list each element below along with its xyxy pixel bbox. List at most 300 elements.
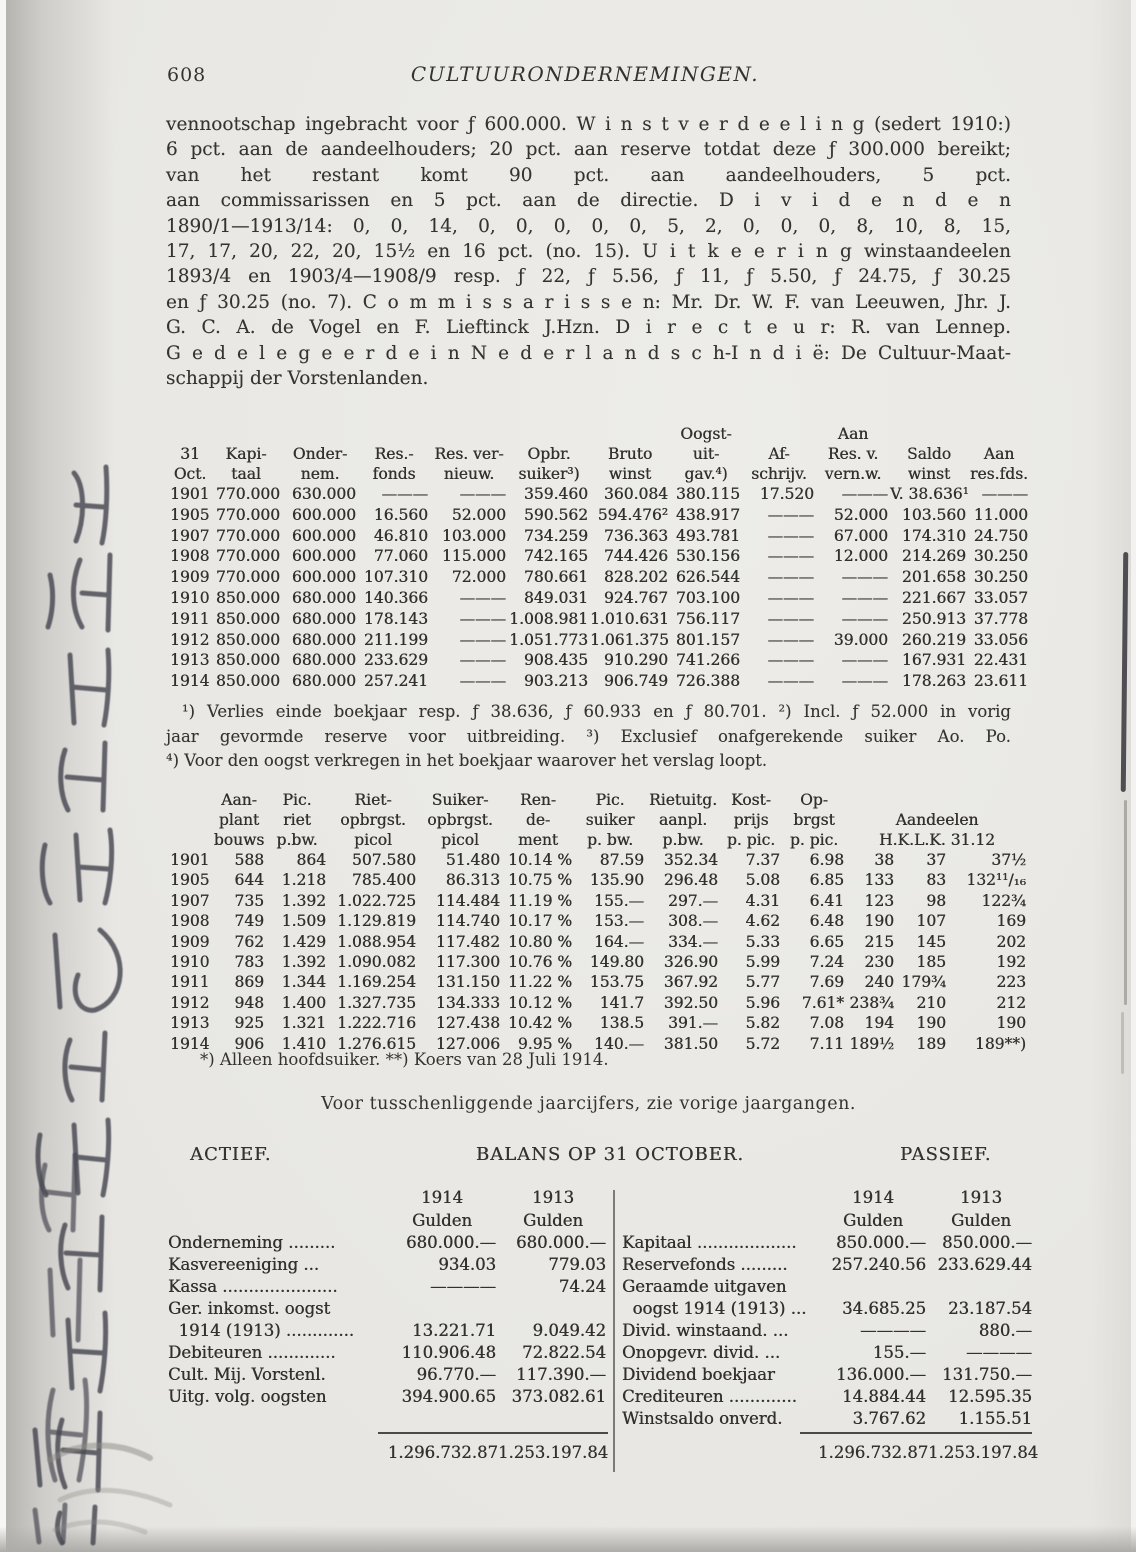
table-cell: 1.169.254	[337, 973, 416, 992]
column-header: p.bw.	[276, 831, 318, 849]
column-header	[170, 790, 212, 810]
table-cell: ———	[841, 651, 888, 670]
table-cell: 742.165	[523, 547, 588, 566]
table-cell: 250.913	[901, 609, 966, 628]
column-header: uit-	[692, 445, 720, 463]
table-row	[622, 1276, 1034, 1298]
text-line: 1893/4 en 1903/4—1908/9 resp. ƒ 22, ƒ 5.56, ƒ 11, ƒ 5.50, ƒ 24.75, ƒ 30.25	[166, 266, 1011, 288]
table-row	[170, 630, 1030, 651]
text-line: ¹) Verlies einde boekjaar resp. ƒ 38.636, ƒ 60.933 en ƒ 80.701. ²) Incl. ƒ 52.000 in vorig	[182, 702, 1011, 721]
table-cell: 117.482	[435, 932, 500, 951]
column-header: Res. ver-	[434, 445, 504, 463]
table-cell: 127.006	[435, 1034, 500, 1053]
text-line: G. C. A. de Vogel en F. Lieftinck J.Hzn. D i r e c t e u r: R. van Lennep.	[166, 317, 1011, 339]
table-cell: 114.740	[435, 912, 500, 931]
table-cell: 849.031	[523, 588, 588, 607]
table-cell: 178.263	[901, 672, 966, 691]
table-cell: 131.750.—	[942, 1365, 1032, 1384]
table-cell: ———	[841, 485, 888, 503]
table-cell: 1.392	[281, 953, 326, 972]
column-header	[210, 424, 282, 444]
table-cell: 74.24	[558, 1277, 606, 1296]
table-cell: 238¾	[849, 993, 894, 1012]
table-cell: 680.000	[291, 630, 356, 649]
column-header: Pic.	[595, 791, 625, 809]
table-cell: 1907	[170, 891, 210, 910]
column-header: 1914	[421, 1188, 463, 1207]
column-header: Aan	[837, 425, 869, 443]
table-cell: 140.—	[593, 1034, 644, 1053]
table-cell: 680.000	[291, 609, 356, 628]
table-row	[170, 972, 1028, 992]
table-cell: 22.431	[973, 651, 1028, 670]
table-cell: 1908	[170, 547, 210, 566]
table-cell: 5.08	[745, 871, 780, 890]
table-cell: 190	[916, 1014, 946, 1033]
column-header: prijs	[733, 811, 769, 829]
column-header	[742, 424, 816, 444]
table-cell: 4.31	[745, 891, 780, 910]
page-edge-right-shade	[1090, 0, 1136, 1552]
table-cell: 1.218	[281, 871, 326, 890]
table-cell: 140.366	[363, 588, 428, 607]
table-cell: 367.92	[663, 973, 718, 992]
table-cell: 131.150	[435, 973, 500, 992]
table-cell: 9.049.42	[532, 1321, 606, 1340]
table-cell	[928, 1276, 1034, 1298]
table-cell: 630.000	[291, 485, 356, 503]
column-header: aanpl.	[658, 811, 708, 829]
table-cell: 194	[864, 1014, 894, 1033]
table-cell: 600.000	[291, 547, 356, 566]
table-cell: 67.000	[833, 526, 888, 545]
table-cell: 680.000.—	[516, 1233, 606, 1252]
column-header: winst	[608, 465, 652, 483]
actief-heading: ACTIEF.	[190, 1144, 272, 1165]
column-header: 1914	[852, 1188, 894, 1207]
column-header: Af-	[768, 445, 790, 463]
column-header: Ren-	[519, 791, 557, 809]
table-cell: 880.—	[978, 1321, 1032, 1340]
table-header-row	[170, 790, 1028, 810]
table-cell: Winstsaldo onverd.	[622, 1409, 783, 1428]
column-header: opbrgst.	[427, 811, 493, 829]
table-cell: Debiteuren .............	[168, 1343, 336, 1362]
table-cell: 201.658	[901, 568, 966, 587]
table-cell: 117.300	[435, 953, 500, 972]
table-row	[170, 546, 1030, 567]
group-header-row	[170, 424, 1030, 444]
table-cell: 17.520	[759, 485, 814, 503]
table-cell: 1.276.615	[337, 1034, 416, 1053]
table-row	[622, 1386, 1034, 1408]
column-header: Onder-	[292, 445, 348, 463]
table-cell: Kassa ......................	[168, 1277, 338, 1296]
column-header: Opbr.	[527, 445, 571, 463]
passief-totals-row	[622, 1441, 1039, 1465]
table-cell: 127.438	[435, 1014, 500, 1033]
table-cell: 493.781	[675, 526, 740, 545]
table-cell: 5.72	[745, 1034, 780, 1053]
table-footnote: *) Alleen hoofdsuiker. **) Koers van 28 Juli 1914.	[200, 1050, 609, 1069]
table-cell: 770.000	[215, 547, 280, 566]
table-header-row	[170, 444, 1030, 464]
table-cell: 381.50	[663, 1034, 718, 1053]
table-cell: 189	[916, 1034, 946, 1053]
table-cell: 380.115	[675, 485, 740, 503]
table-cell: 52.000	[451, 505, 506, 524]
table-header-row	[170, 830, 1028, 850]
table-cell: 103.560	[901, 505, 966, 524]
total-rule	[378, 1432, 608, 1434]
table-cell: 360.084	[603, 485, 668, 503]
table-cell: 1907	[170, 526, 210, 545]
table-cell: 1911	[170, 609, 210, 628]
table-cell: 296.48	[663, 871, 718, 890]
table-cell: ———	[767, 505, 814, 524]
table-cell: ————	[966, 1343, 1032, 1362]
table-cell: 1.344	[281, 973, 326, 992]
table-cell: 257.240.56	[831, 1255, 926, 1274]
column-header: Res.-	[374, 445, 414, 463]
table-cell: Reservefonds .........	[622, 1255, 788, 1274]
table-cell: 392.50	[663, 993, 718, 1012]
table-row	[168, 1298, 608, 1320]
actief-totals-row	[168, 1441, 608, 1465]
table-row	[170, 891, 1028, 911]
table-cell: 114.484	[435, 891, 500, 910]
table-cell: 37	[926, 851, 946, 869]
table-cell: 770.000	[215, 485, 280, 503]
table-row	[168, 1364, 608, 1386]
table-cell: 103.000	[441, 526, 506, 545]
table-cell: 33.057	[973, 588, 1028, 607]
table-cell: Cult. Mij. Vorstenl.	[168, 1365, 326, 1384]
table-cell: 5.77	[745, 973, 780, 992]
table-cell: 626.544	[675, 568, 740, 587]
column-header: nieuw.	[443, 465, 495, 483]
table-cell: 86.313	[445, 871, 500, 890]
table-cell: Kapitaal ...................	[622, 1233, 797, 1252]
table-cell: 1910	[170, 953, 210, 972]
table-cell: 736.363	[603, 526, 668, 545]
actief-table-wrapper	[168, 1186, 608, 1408]
table-cell: 779.03	[548, 1255, 606, 1274]
table-cell: 850.000	[215, 609, 280, 628]
table-cell: 6.98	[809, 851, 844, 869]
column-header: 1913	[960, 1188, 1002, 1207]
table-row	[170, 526, 1030, 547]
column-header	[170, 810, 212, 830]
table-cell: 864	[296, 851, 326, 869]
column-header: Op-	[800, 791, 828, 809]
scan-streak-artifact	[1124, 800, 1127, 1005]
table-row	[170, 671, 1030, 692]
table-cell: 680.000	[291, 588, 356, 607]
table-cell: 1914	[170, 672, 210, 691]
table-cell: 5.99	[745, 953, 780, 972]
table-cell: Onopgevr. divid. ...	[622, 1343, 781, 1362]
table-cell: 828.202	[603, 568, 668, 587]
table-cell: 749	[234, 912, 264, 931]
page-number: 608	[167, 64, 207, 86]
table-cell: 135.90	[589, 871, 644, 890]
table-cell: 233.629.44	[937, 1255, 1032, 1274]
table-cell: 590.562	[523, 505, 588, 524]
table-cell: 734.259	[523, 526, 588, 545]
table-cell: 1909	[170, 932, 210, 951]
table-row	[622, 1364, 1034, 1386]
table-cell: 10.76 %	[507, 953, 572, 972]
table-cell: 33.056	[973, 630, 1028, 649]
table-cell: 51.480	[445, 851, 500, 869]
table-cell: 644	[234, 871, 264, 890]
intro-paragraph	[166, 112, 1011, 391]
column-header	[622, 1186, 818, 1209]
table-cell: 1910	[170, 588, 210, 607]
table-row	[168, 1342, 608, 1364]
table-cell: 850.000.—	[942, 1233, 1032, 1252]
table-row	[170, 609, 1030, 630]
table-row	[622, 1298, 1034, 1320]
table-row	[622, 1232, 1034, 1254]
statistics-table	[170, 790, 1028, 1054]
column-header: opbrgst.	[340, 811, 406, 829]
table-cell: 39.000	[833, 630, 888, 649]
table-cell: 10.12 %	[507, 993, 572, 1012]
table-row	[168, 1320, 608, 1342]
table-cell: 7.69	[809, 973, 844, 992]
table-cell: 257.241	[363, 672, 428, 691]
table-cell: 179¾	[901, 973, 946, 992]
column-header	[622, 1209, 818, 1232]
table-cell: 190	[864, 912, 894, 931]
table-cell: 211.199	[363, 630, 428, 649]
table-cell: 155.—	[593, 891, 644, 910]
spacer	[622, 1441, 818, 1465]
table-cell: 46.810	[373, 526, 428, 545]
table-cell: 850.000.—	[836, 1233, 926, 1252]
table-cell: 164.—	[593, 932, 644, 951]
table-cell: 780.661	[523, 568, 588, 587]
text-line: ⁴) Voor den oogst verkregen in het boekjaar waarover het verslag loopt.	[166, 751, 768, 771]
table-cell: 141.7	[599, 993, 644, 1012]
table-cell: 352.34	[663, 851, 718, 869]
table-cell: 1.010.631	[590, 609, 669, 628]
table-cell	[818, 1276, 928, 1298]
table-cell: 334.—	[667, 932, 718, 951]
column-header: vern.w.	[824, 465, 882, 483]
text-line: 6 pct. aan de aandeelhouders; 20 pct. aan reserve totdat deze ƒ 300.000 bereikt;	[166, 139, 1011, 161]
table-cell: 167.931	[901, 651, 966, 670]
column-header	[968, 424, 1030, 444]
spacer	[168, 1441, 386, 1465]
table-cell: ———	[981, 485, 1028, 503]
table-cell: 9.95 %	[517, 1034, 572, 1053]
table-cell: 1909	[170, 568, 210, 587]
column-header	[170, 830, 212, 850]
text-line: vennootschap ingebracht voor ƒ 600.000. W i n s t v e r d e e l i n g (sedert 1910:)	[166, 114, 1011, 135]
table-cell: 215	[864, 932, 894, 951]
passief-table	[622, 1186, 1034, 1430]
column-header: fonds	[372, 465, 416, 483]
column-header: Rietuitg.	[648, 791, 718, 809]
column-header: brgst	[793, 811, 835, 829]
column-header: riet	[283, 811, 311, 829]
table-cell: 925	[234, 1014, 264, 1033]
column-header: Aan-	[221, 791, 257, 809]
table-cell: Ger. inkomst. oogst	[168, 1299, 331, 1318]
statistics-table-wrapper	[170, 790, 1028, 1054]
table-cell: 910.290	[603, 651, 668, 670]
table-cell: 12.000	[833, 547, 888, 566]
table-cell: 744.426	[603, 547, 668, 566]
table-cell: 741.266	[675, 651, 740, 670]
table-cell: ———	[841, 609, 888, 628]
table-cell: 210	[916, 993, 946, 1012]
table-cell: ———	[841, 568, 888, 587]
column-header: de-	[525, 811, 551, 829]
table-cell: 10.42 %	[507, 1014, 572, 1033]
table-cell: 202	[996, 932, 1026, 951]
table-cell: 1.155.51	[958, 1409, 1032, 1428]
column-header: Riet-	[354, 791, 392, 809]
table-cell: 115.000	[441, 547, 506, 566]
table-cell: 38	[874, 851, 894, 869]
column-header: Saldo	[906, 445, 952, 463]
table-cell: 785.400	[351, 871, 416, 890]
table-cell	[498, 1298, 608, 1320]
column-header: Bruto	[607, 445, 653, 463]
table-cell: ———	[767, 630, 814, 649]
table-cell: 223	[996, 973, 1026, 992]
text-line: G e d e l e g e e r d e i n N e d e r l a n d s c h-I n d i ë: De Cultuur-Maat-	[166, 342, 1011, 364]
table-cell: 13.221.71	[412, 1321, 496, 1340]
table-cell: ———	[767, 651, 814, 670]
column-header: suiker	[585, 811, 635, 829]
table-cell: Uitg. volg. oogsten	[168, 1387, 327, 1406]
table-cell: 23.187.54	[948, 1299, 1032, 1318]
table-cell: 1913	[170, 1014, 210, 1033]
column-header	[170, 424, 210, 444]
table-row	[170, 932, 1028, 952]
table-cell: 1.008.981	[509, 609, 588, 628]
table-row	[170, 993, 1028, 1013]
table-row	[170, 505, 1030, 526]
table-cell: 934.03	[438, 1255, 496, 1274]
table-cell: ———	[459, 485, 506, 503]
table-cell: ———	[459, 588, 506, 607]
balans-title: BALANS OP 31 OCTOBER.	[475, 1144, 745, 1165]
column-header: Aan	[983, 445, 1015, 463]
table-cell: 850.000	[215, 630, 280, 649]
table-cell: 1.327.735	[337, 993, 416, 1012]
table-cell: 1901	[170, 485, 210, 503]
table-cell: 850.000	[215, 651, 280, 670]
table-cell: 5.82	[745, 1014, 780, 1033]
table-cell: 260.219	[901, 630, 966, 649]
table-cell: ———	[767, 672, 814, 691]
table-cell: ———	[841, 588, 888, 607]
column-header: res.fds.	[969, 465, 1028, 483]
table-cell: 7.61*	[801, 993, 844, 1012]
table-cell: 908.435	[523, 651, 588, 670]
column-header: Gulden	[522, 1211, 584, 1230]
table-cell: 11.22 %	[507, 973, 572, 992]
table-cell: Kasvereeniging ...	[168, 1255, 320, 1274]
table-cell: 233.629	[363, 651, 428, 670]
table-cell: 903.213	[523, 672, 588, 691]
table-row	[622, 1342, 1034, 1364]
table-cell: 680.000	[291, 672, 356, 691]
table-cell: 52.000	[833, 505, 888, 524]
table-cell: 34.685.25	[842, 1299, 926, 1318]
table-cell: 189½	[849, 1034, 894, 1053]
column-header: H.K.L.K. 31.12	[879, 831, 995, 849]
table-cell: 96.770.—	[416, 1365, 496, 1384]
table-row	[170, 650, 1030, 671]
table-cell: 230	[864, 953, 894, 972]
column-header: winst	[907, 465, 951, 483]
column-header	[508, 424, 590, 444]
table-cell: 5.96	[745, 993, 780, 1012]
table-cell: 10.80 %	[507, 932, 572, 951]
total-rule	[800, 1432, 1032, 1434]
table-row	[168, 1254, 608, 1276]
table-cell: 117.390.—	[516, 1365, 606, 1384]
table-header-row	[622, 1209, 1034, 1232]
table-cell: 133	[864, 871, 894, 890]
table-cell: 703.100	[675, 588, 740, 607]
table-row	[170, 850, 1028, 870]
table-cell: ———	[767, 547, 814, 566]
table-row	[170, 588, 1030, 609]
table-cell: 1.129.819	[337, 912, 416, 931]
column-header: 1913	[532, 1188, 574, 1207]
table-row	[170, 484, 1030, 505]
column-header: Gulden	[411, 1211, 473, 1230]
table-cell: 1.090.082	[337, 953, 416, 972]
column-header: gav.⁴)	[684, 465, 728, 483]
column-header: Gulden	[842, 1211, 904, 1230]
table-cell: 756.117	[675, 609, 740, 628]
column-header: p.bw.	[662, 831, 704, 849]
table-row	[170, 952, 1028, 972]
table-cell: 906.749	[603, 672, 668, 691]
table-header-row	[168, 1186, 608, 1209]
table-cell: 924.767	[603, 588, 668, 607]
column-header: Suiker-	[431, 791, 489, 809]
column-header	[282, 424, 358, 444]
table-cell: 1.061.375	[590, 630, 669, 649]
text-line: jaar gevormde reserve voor uitbreiding. ³) Exclusief onafgerekende suiker Ao. Po.	[166, 726, 1011, 746]
table-cell: 134.333	[435, 993, 500, 1012]
table-cell: 5.33	[745, 932, 780, 951]
table-cell: 588	[234, 851, 264, 869]
column-header: nem.	[300, 465, 340, 483]
text-line: en ƒ 30.25 (no. 7). C o m m i s s a r i s s e n: Mr. Dr. W. F. van Leeuwen, Jhr. J.	[166, 291, 1011, 313]
table-cell: 373.082.61	[511, 1387, 606, 1406]
table-cell: 1914 (1913) .............	[168, 1321, 355, 1340]
column-header: suiker³)	[518, 465, 580, 483]
table-cell: ————	[860, 1321, 926, 1340]
column-header: Oct.	[173, 465, 207, 483]
table-cell: oogst 1914 (1913) ...	[622, 1299, 807, 1318]
table-cell: 136.000.—	[836, 1365, 926, 1384]
table-row	[168, 1232, 608, 1254]
table-row	[168, 1386, 608, 1408]
column-header: picol	[441, 831, 479, 849]
